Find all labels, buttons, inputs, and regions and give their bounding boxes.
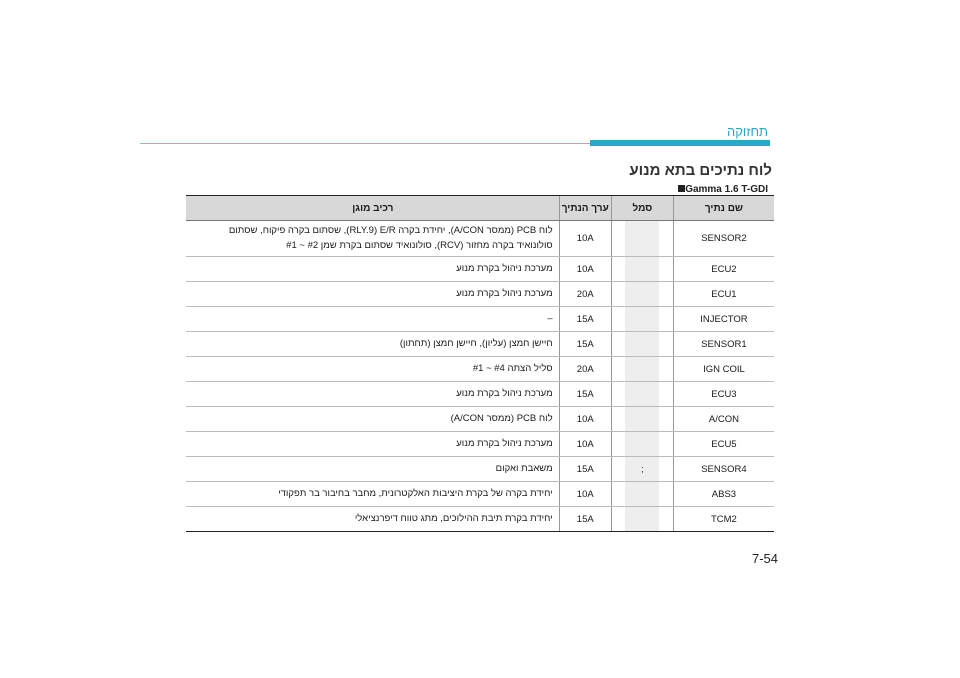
rating-cell: 20A [559, 282, 611, 307]
table-row [186, 432, 774, 457]
fuse-name-cell: IGN COIL [673, 357, 774, 382]
table-row [186, 507, 774, 532]
rating-cell: 10A [559, 432, 611, 457]
symbol-cell [611, 357, 673, 382]
rating-cell: 20A [559, 357, 611, 382]
fuse-name-cell: A/CON [673, 407, 774, 432]
table-header-row [186, 196, 774, 221]
rating-cell: 15A [559, 307, 611, 332]
rating-cell: 10A [559, 221, 611, 257]
fuse-name-cell: ABS3 [673, 482, 774, 507]
symbol-cell [611, 332, 673, 357]
description-cell: יחידת בקרת תיבת ההילוכים, מתג טווח דיפרנציאלי [186, 507, 559, 532]
fuse-name-cell: ECU5 [673, 432, 774, 457]
table-row [186, 307, 774, 332]
header-description: רכיב מוגן [186, 196, 559, 221]
table-row [186, 407, 774, 432]
description-cell: מערכת ניהול בקרת מנוע [186, 382, 559, 407]
page-title: לוח נתיכים בתא מנוע [629, 162, 772, 179]
page-number: 7-54 [752, 551, 779, 566]
symbol-cell [611, 221, 673, 257]
rating-cell: 15A [559, 457, 611, 482]
fuse-name-cell: SENSOR1 [673, 332, 774, 357]
symbol-cell [611, 257, 673, 282]
symbol-cell [611, 282, 673, 307]
fuse-name-cell: SENSOR4 [673, 457, 774, 482]
fuse-symbol-icon [625, 221, 659, 256]
table-row [186, 282, 774, 307]
description-line: לוח PCB (ממסר A/CON), יחידת בקרה E/R ‏(RLY.9), שסתום בקרה פיקוח, שסתום [228, 225, 553, 237]
header-rule [140, 143, 590, 144]
fuse-symbol-icon [625, 507, 659, 531]
rating-cell: 15A [559, 382, 611, 407]
table-row [186, 482, 774, 507]
engine-subtitle [675, 184, 768, 195]
description-cell: חיישן חמצן (עליון), חיישן חמצן (תחתון) [186, 332, 559, 357]
rating-cell: 15A [559, 507, 611, 532]
header-symbol: סמל [611, 196, 673, 221]
table-row [186, 332, 774, 357]
symbol-cell [611, 482, 673, 507]
description-cell: יחידת בקרה של בקרת היציבות האלקטרונית, מחבר בחיבור בר תפקודי [186, 482, 559, 507]
fuse-name-cell: INJECTOR [673, 307, 774, 332]
fuse-symbol-icon [625, 432, 659, 456]
symbol-cell [611, 432, 673, 457]
subtitle-text: Gamma 1.6 T-GDI [685, 184, 768, 195]
fuse-symbol-icon [625, 307, 659, 331]
description-cell: לוח PCB (ממסר A/CON) [186, 407, 559, 432]
section-label: תחזוקה [726, 124, 768, 139]
fuse-symbol-icon [625, 407, 659, 431]
description-cell: – [186, 307, 559, 332]
fuse-table [186, 195, 774, 532]
fuse-name-cell: ECU3 [673, 382, 774, 407]
description-cell: מערכת ניהול בקרת מנוע [186, 432, 559, 457]
symbol-cell [611, 507, 673, 532]
description-line: סולונואיד בקרה מחזור (RCV), סולונואיד שסתום בקרת שמן ‎#1 ~ #2 [286, 239, 553, 251]
symbol-cell [611, 382, 673, 407]
table-row [186, 457, 774, 482]
table-row [186, 221, 774, 257]
table-row [186, 257, 774, 282]
description-cell: מערכת ניהול בקרת מנוע [186, 257, 559, 282]
description-cell: מערכת ניהול בקרת מנוע [186, 282, 559, 307]
header-rating: ערך הנתיך [559, 196, 611, 221]
fuse-symbol-icon [625, 282, 659, 306]
symbol-cell: ; [611, 457, 673, 482]
rating-cell: 10A [559, 257, 611, 282]
symbol-cell [611, 307, 673, 332]
symbol-cell [611, 407, 673, 432]
rating-cell: 10A [559, 482, 611, 507]
fuse-name-cell: SENSOR2 [673, 221, 774, 257]
description-cell: סליל הצתה ‎#1 ~ #4 [186, 357, 559, 382]
fuse-name-cell: ECU1 [673, 282, 774, 307]
fuse-symbol-icon [625, 332, 659, 356]
header-accent-bar [590, 140, 770, 146]
rating-cell: 10A [559, 407, 611, 432]
description-cell [186, 221, 559, 257]
fuse-name-cell: TCM2 [673, 507, 774, 532]
rating-cell: 15A [559, 332, 611, 357]
description-cell: משאבת ואקום [186, 457, 559, 482]
fuse-symbol-icon [625, 357, 659, 381]
table-row [186, 357, 774, 382]
fuse-name-cell: ECU2 [673, 257, 774, 282]
fuse-symbol-icon [625, 482, 659, 506]
fuse-symbol-icon [625, 382, 659, 406]
header-fuse-name: שם נתיך [673, 196, 774, 221]
table-row [186, 382, 774, 407]
fuse-symbol-icon [625, 257, 659, 281]
